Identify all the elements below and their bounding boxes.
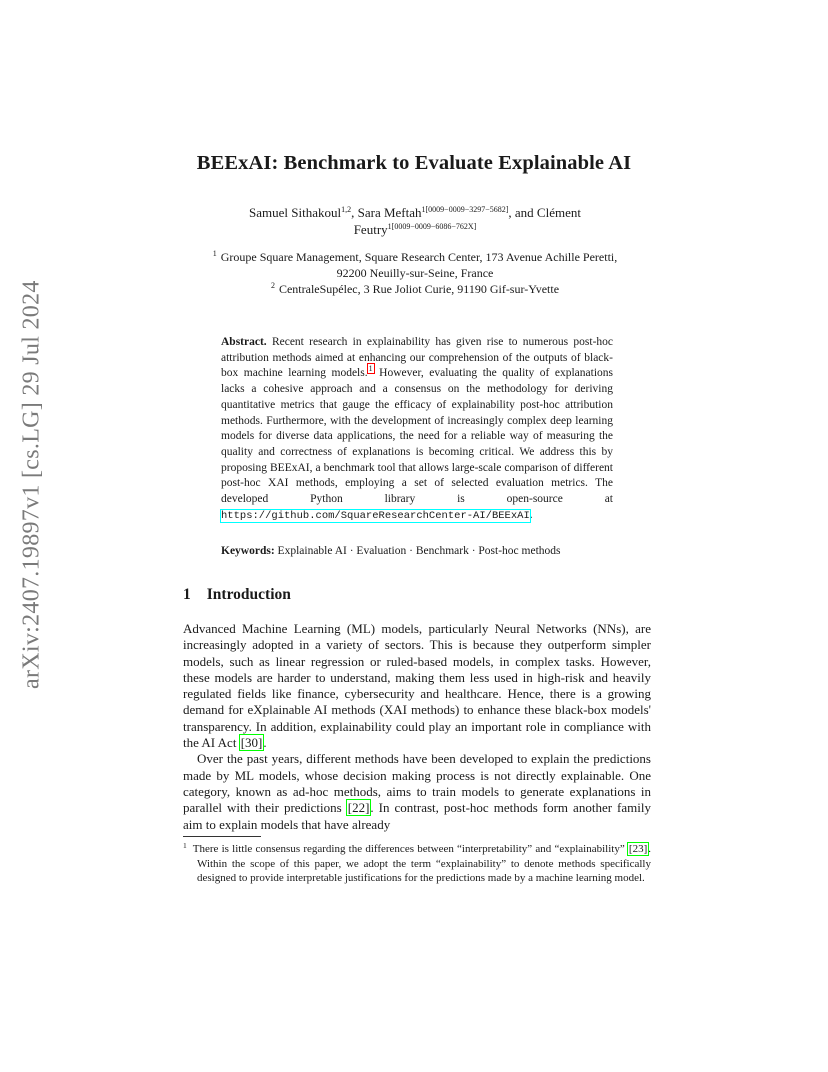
footnote	[183, 842, 651, 886]
affiliation-marker: 1	[212, 249, 217, 258]
citation-link[interactable]: [30]	[240, 735, 263, 751]
author-list	[170, 204, 660, 238]
footnote-link[interactable]: 1	[368, 364, 373, 374]
footnote-marker: 1	[183, 841, 187, 850]
citation-link[interactable]: [23]	[628, 843, 648, 855]
affiliation-text: CentraleSupélec, 3 Rue Joliot Curie, 91190 Gif-sur-Yvette	[278, 282, 560, 296]
paragraph-text: Advanced Machine Learning (ML) models, particularly Neural Networks (NNs), are increasingly adopted in a variety of sectors. This is because they outperform simpler models, such as linear regression or ruled-based models, in complex tasks. However, these models are harder to understand, making them less used in high-risk and heavily regulated fields like finance, cybersecurity and healthcare. Hence, there is a growing demand for eXplainable AI methods (XAI methods) to enhance these black-box models' transparency. In addition, explainability could play an important role in compliance with the AI Act	[183, 621, 651, 751]
keywords-label: Keywords:	[221, 545, 275, 557]
author-name: , Sara Meftah	[351, 205, 422, 220]
author-orcid-marker: 1[0009−0009−6086−762X]	[387, 222, 477, 231]
paragraph-text: .	[263, 735, 267, 751]
section-heading	[183, 586, 291, 604]
author-affiliation-marker: 1,2	[341, 205, 352, 214]
github-link[interactable]: https://github.com/SquareResearchCenter-AI/BEExAI	[221, 509, 530, 522]
paper-title: BEExAI: Benchmark to Evaluate Explainable AI	[196, 152, 632, 174]
abstract-text: Recent research in explainability has given rise to numerous post-hoc attribution methods aimed at enhancing our comprehension of the outputs of black-box machine learning models.	[221, 336, 614, 380]
author-name: Samuel Sithakoul	[249, 205, 342, 220]
body-text	[183, 621, 651, 833]
section-title: Introduction	[206, 586, 291, 603]
affiliation-marker: 2	[270, 281, 275, 290]
author-name: , and Clément	[508, 205, 581, 220]
footnote-text	[183, 842, 651, 886]
author-orcid-marker: 1[0009−0009−3297−5682]	[421, 205, 509, 214]
affiliation-1	[180, 249, 650, 281]
affiliation-2	[180, 281, 650, 297]
affiliation-text: 92200 Neuilly-sur-Seine, France	[336, 266, 494, 280]
paragraph-text: Over the past years, different methods have been developed to explain the predictions made by ML models, whose decision making process is not directly explainable. One category, known as ad-hoc methods, aims to train models to generate explanations in parallel with their predictions	[183, 751, 651, 816]
affiliation-text: Groupe Square Management, Square Research Center, 173 Avenue Achille Peretti,	[220, 250, 618, 264]
abstract	[221, 335, 613, 524]
abstract-text: However, evaluating the quality of explanations lacks a cohesive approach and a consensus on the methodology for deriving quantitative metrics that gauge the efficacy of explainability post-hoc attribution methods. Furthermore, with the development of increasingly complex deep learning models for diverse data applications, the need for a reliable way of measuring the quality and correctness of explanations is becoming critical. We address this by proposing BEExAI, a benchmark tool that allows large-scale comparison of different post-hoc XAI methods, employing a set of selected evaluation metrics. The developed Python library is open-source at	[221, 367, 614, 506]
citation-link[interactable]: [22]	[347, 800, 370, 816]
section-number: 1	[183, 586, 191, 603]
abstract-text: .	[529, 508, 533, 521]
paragraph-text: . In contrast, post-hoc methods form another family aim to explain models that have already	[183, 800, 651, 832]
keywords-text: Explainable AI · Evaluation · Benchmark · Post-hoc methods	[277, 545, 561, 557]
keywords	[221, 543, 621, 559]
affiliations	[180, 249, 650, 297]
arxiv-identifier-stamp: arXiv:2407.19897v1 [cs.LG] 29 Jul 2024	[18, 280, 45, 690]
footnote-divider	[183, 836, 261, 837]
paragraph	[183, 751, 651, 832]
footnote-body: There is little consensus regarding the differences between “interpretability” and “explainability”	[192, 843, 628, 855]
footnote-body: . Within the scope of this paper, we adopt the term “explainability” to denote methods specifically designed to provide interpretable justifications for the predictions made by a machine learning model.	[197, 843, 651, 885]
author-name: Feutry	[353, 222, 388, 237]
abstract-label: Abstract.	[221, 336, 267, 348]
paragraph	[183, 621, 651, 751]
